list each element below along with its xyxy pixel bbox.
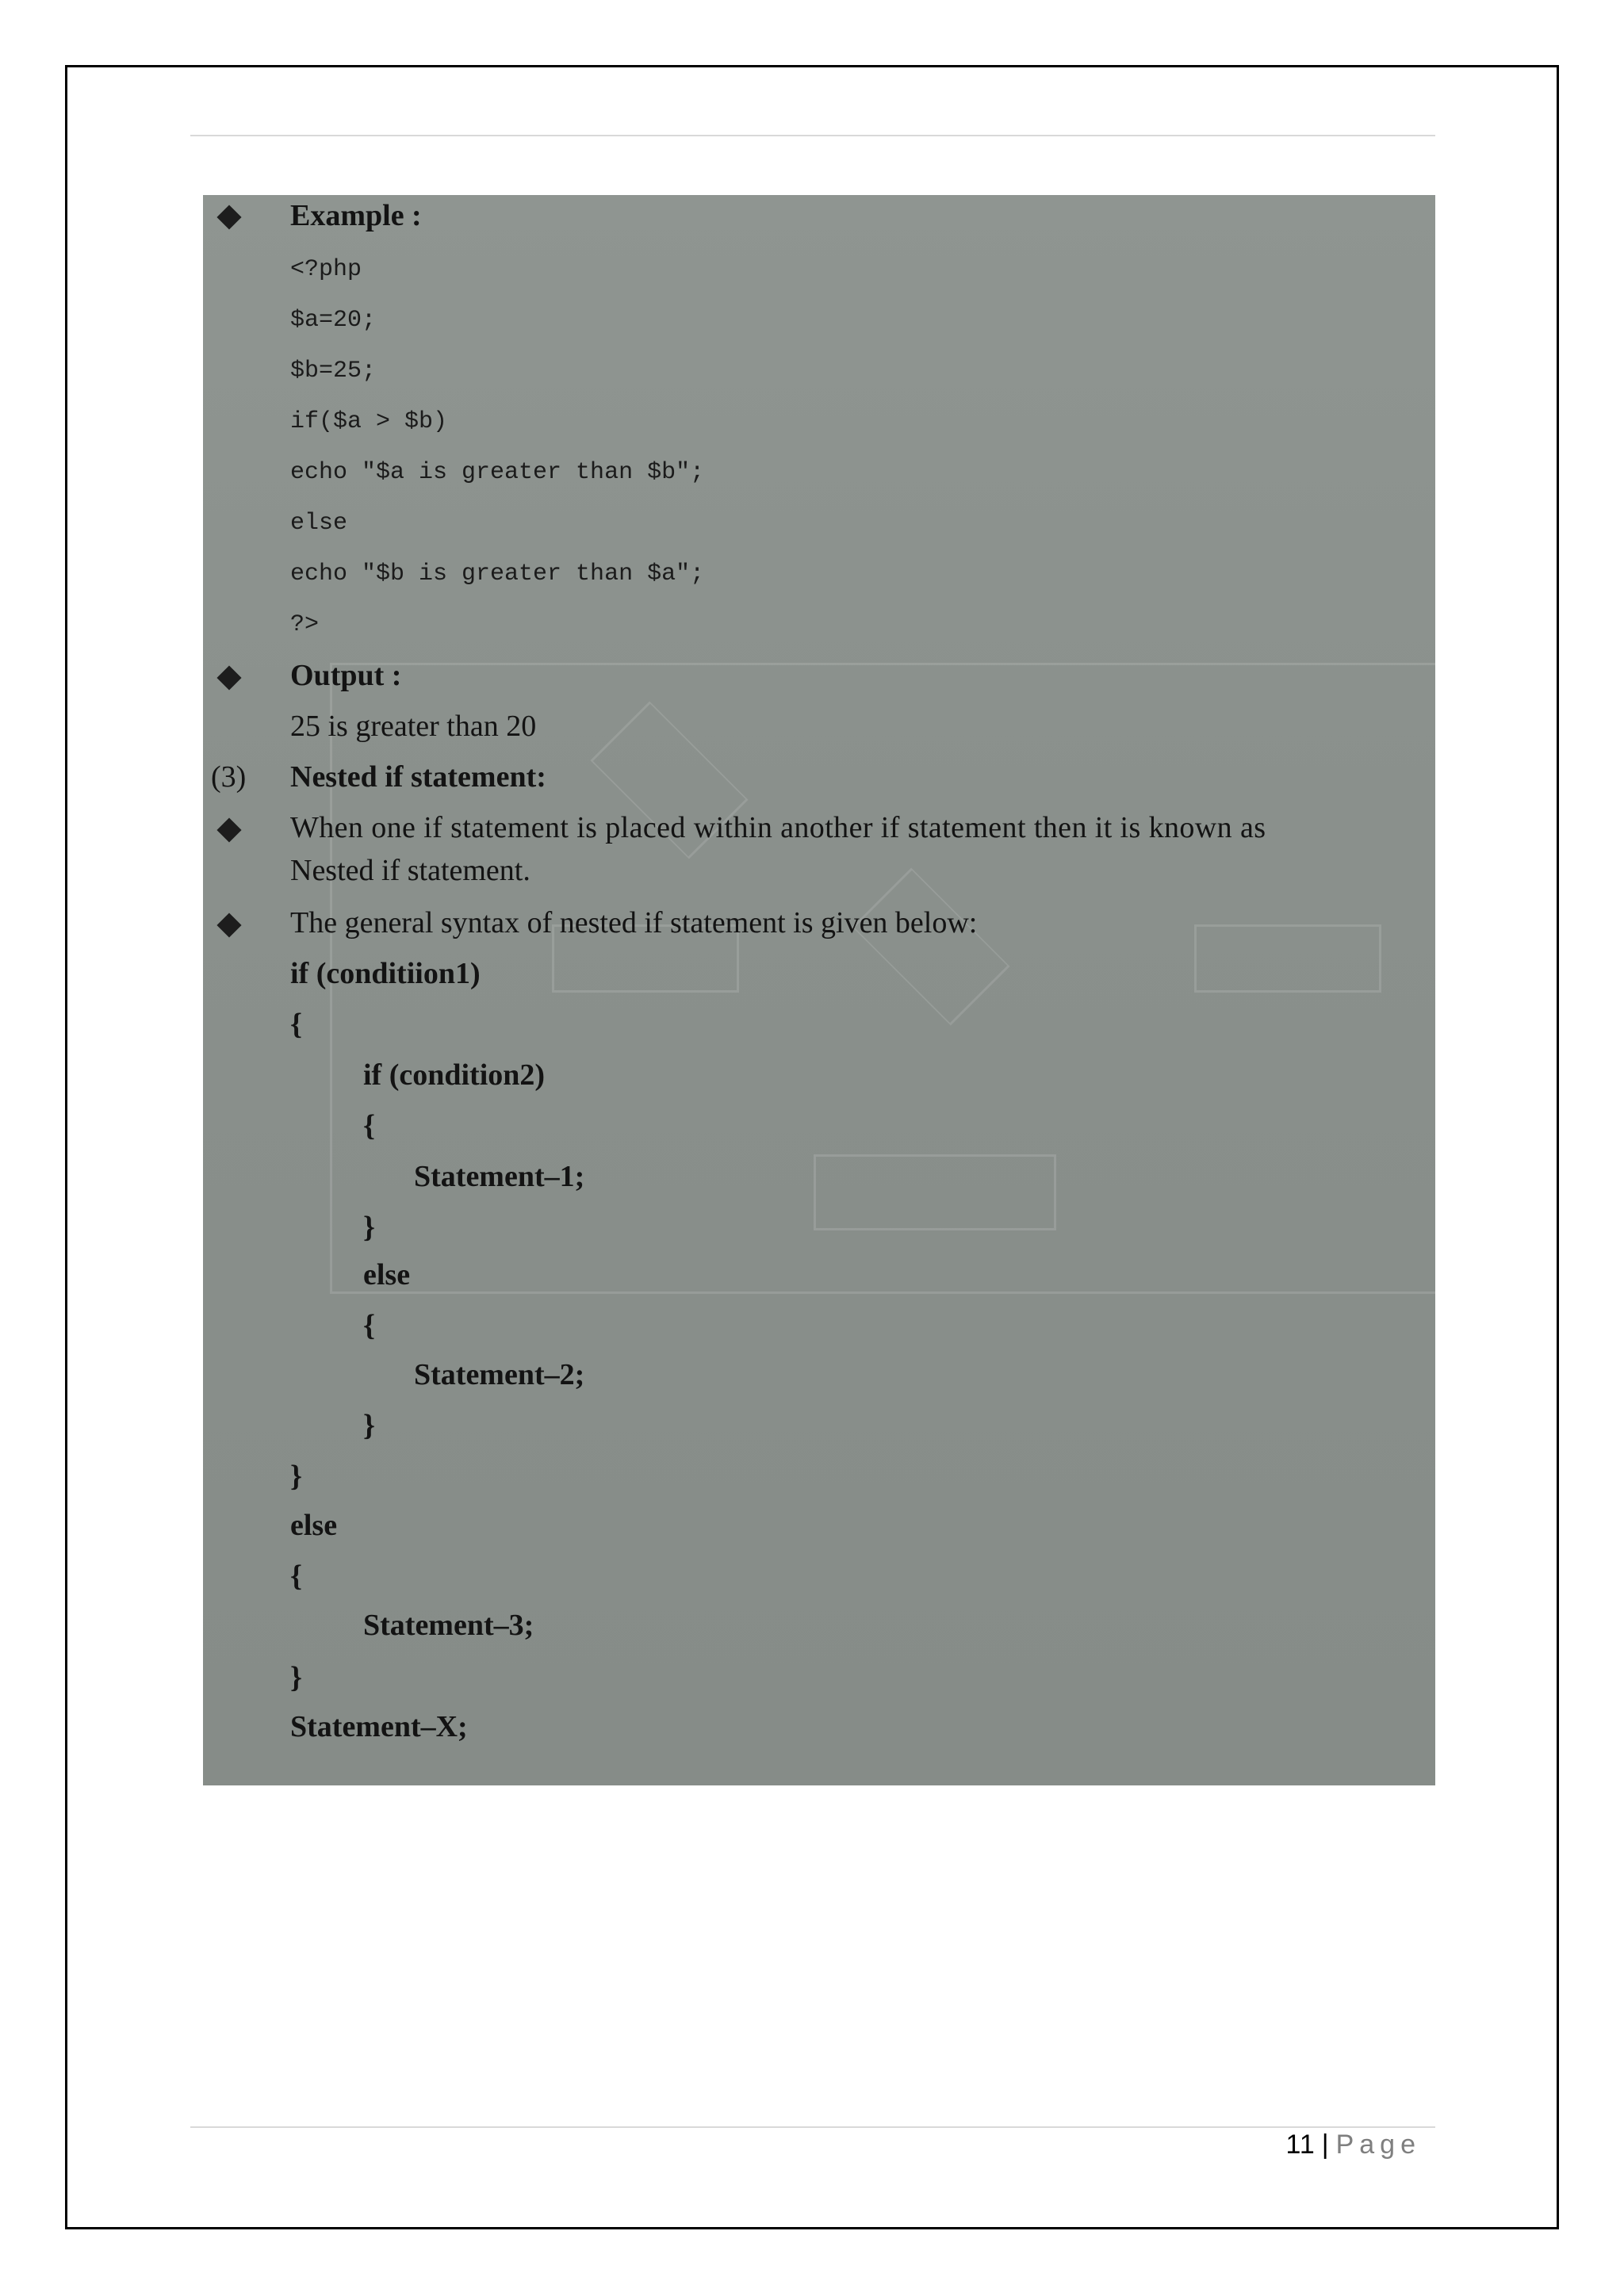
textbook-photo <box>203 195 1435 1785</box>
section-number: (3) <box>211 760 247 794</box>
syntax-line: } <box>290 1661 302 1694</box>
bullet-icon <box>216 205 241 229</box>
code-line: else <box>290 510 348 537</box>
code-line: ?> <box>290 611 320 638</box>
paragraph-line: When one if statement is placed within another if statement then it is known as <box>290 811 1266 844</box>
page-label: Page <box>1335 2130 1421 2160</box>
footer-rule <box>190 2126 1435 2128</box>
page-number: 11 <box>1285 2130 1316 2160</box>
bullet-icon <box>216 665 241 690</box>
example-heading: Example : <box>290 199 422 232</box>
syntax-line: else <box>290 1509 338 1542</box>
syntax-line: Statement–1; <box>414 1160 585 1193</box>
syntax-line: { <box>290 1559 302 1593</box>
code-line: echo "$a is greater than $b"; <box>290 459 705 486</box>
syntax-line: Statement–X; <box>290 1710 468 1743</box>
bullet-icon <box>216 817 241 842</box>
syntax-line: { <box>290 1008 302 1041</box>
header-rule <box>190 135 1435 136</box>
bleed-through-box <box>1194 924 1381 993</box>
output-text: 25 is greater than 20 <box>290 710 537 743</box>
footer-separator: | <box>1321 2130 1330 2160</box>
code-line: if($a > $b) <box>290 408 448 435</box>
syntax-line: Statement–3; <box>363 1609 534 1642</box>
syntax-line: { <box>363 1309 375 1342</box>
paragraph-line: The general syntax of nested if statement is given below: <box>290 906 978 939</box>
syntax-line: Statement–2; <box>414 1358 585 1391</box>
bullet-icon <box>216 913 241 937</box>
code-line: echo "$b is greater than $a"; <box>290 561 705 587</box>
code-line: $b=25; <box>290 358 377 385</box>
syntax-line: { <box>363 1109 375 1142</box>
code-line: <?php <box>290 256 362 283</box>
code-line: $a=20; <box>290 307 377 334</box>
syntax-line: } <box>363 1409 375 1442</box>
syntax-line: else <box>363 1258 411 1292</box>
syntax-line: if (conditiion1) <box>290 957 481 990</box>
syntax-line: if (condition2) <box>363 1058 546 1092</box>
bleed-through-box <box>814 1154 1056 1230</box>
syntax-line: } <box>363 1211 375 1244</box>
paragraph-line: Nested if statement. <box>290 854 530 887</box>
syntax-line: } <box>290 1460 302 1493</box>
page-footer <box>1285 2130 1421 2160</box>
section-title: Nested if statement: <box>290 760 546 794</box>
output-heading: Output : <box>290 659 402 692</box>
